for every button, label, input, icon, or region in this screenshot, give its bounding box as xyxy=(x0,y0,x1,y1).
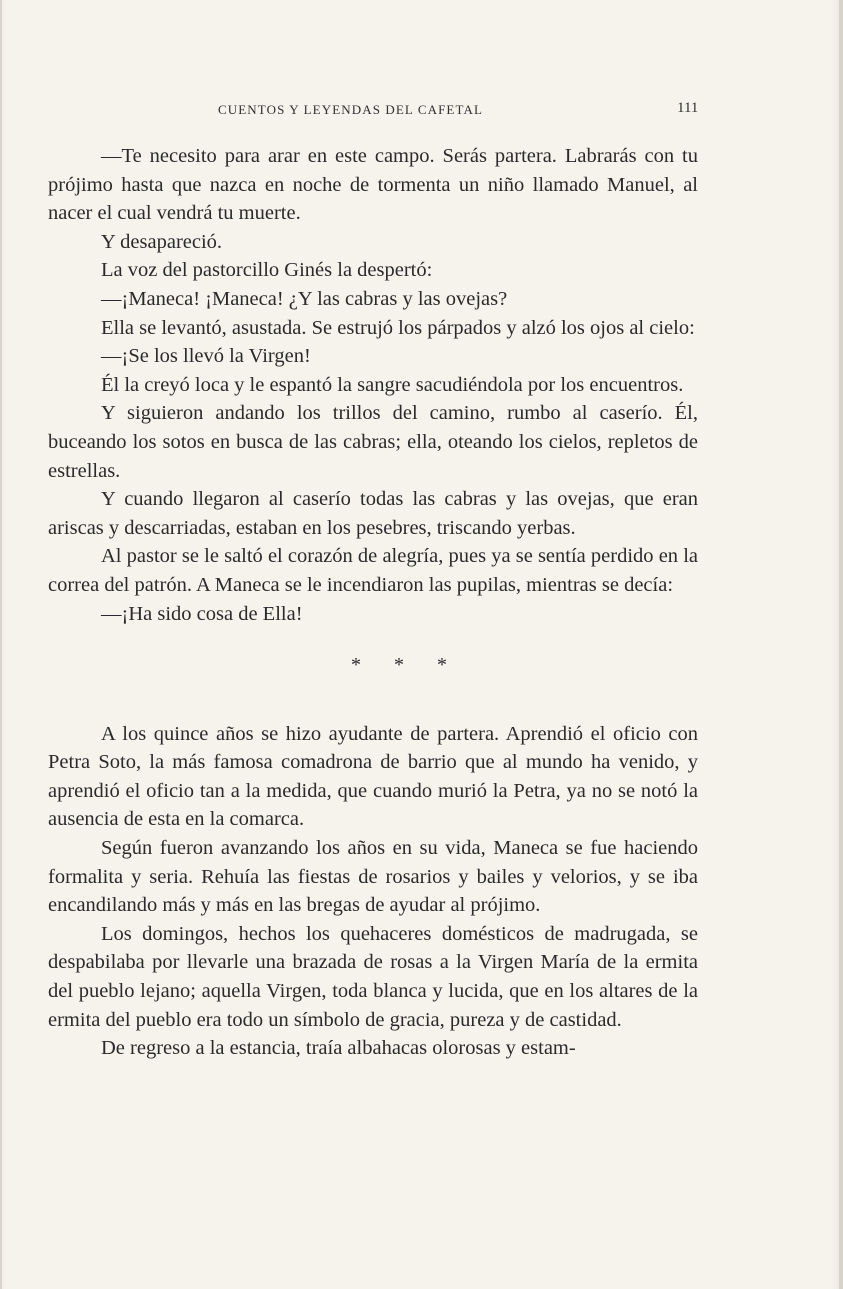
page-left-edge xyxy=(0,0,2,1289)
body-text xyxy=(48,142,698,1063)
paragraph: Los domingos, hechos los quehaceres domésticos de madrugada, se despabilaba por llevarle una brazada de rosas a la Virgen María de la ermita del pueblo lejano; aquella Virgen, toda blanca y lucida, que en los altares de la ermita del pueblo era todo un símbolo de gracia, pureza y de castidad. xyxy=(48,922,698,1031)
paragraph: Y desapareció. xyxy=(101,230,223,253)
separator-star: * xyxy=(394,654,404,677)
separator-star: * xyxy=(437,654,447,677)
paragraph: —Te necesito para arar en este campo. Serás partera. Labrarás con tu prójimo hasta que nazca en noche de tormenta un niño llamado Manuel, al nacer el cual vendrá tu muerte. xyxy=(48,145,698,225)
page-right-edge xyxy=(839,0,843,1289)
paragraph: A los quince años se hizo ayudante de partera. Aprendió el oficio con Petra Soto, la más famosa comadrona de barrio que al mundo ha venido, y aprendió el oficio tan a la medida, que cuando murió la Petra, ya no se notó la ausencia de esta en la comarca. xyxy=(48,722,698,831)
paragraph: —¡Ha sido cosa de Ella! xyxy=(101,602,303,625)
paragraph: —¡Maneca! ¡Maneca! ¿Y las cabras y las ovejas? xyxy=(101,287,508,310)
page-number: 111 xyxy=(677,100,699,116)
paragraph: Y cuando llegaron al caserío todas las cabras y las ovejas, que eran ariscas y descarriadas, estaban en los pesebres, triscando yerbas. xyxy=(48,488,698,539)
paragraph: Él la creyó loca y le espantó la sangre sacudiéndola por los encuentros. xyxy=(101,373,684,396)
paragraph: Al pastor se le saltó el corazón de alegría, pues ya se sentía perdido en la correa del patrón. A Maneca se le incendiaron las pupilas, mientras se decía: xyxy=(48,545,698,596)
paragraph: De regreso a la estancia, traía albahacas olorosas y estam- xyxy=(101,1037,576,1060)
separator-star: * xyxy=(351,654,361,677)
running-head: CUENTOS Y LEYENDAS DEL CAFETAL xyxy=(218,102,483,117)
section-separator xyxy=(48,651,698,680)
paragraph: —¡Se los llevó la Virgen! xyxy=(101,345,311,368)
paragraph: Ella se levantó, asustada. Se estrujó los párpados y alzó los ojos al cielo: xyxy=(101,316,695,339)
paragraph: Y siguieron andando los trillos del camino, rumbo al caserío. Él, buceando los sotos en busca de las cabras; ella, oteando los cielos, repletos de estrellas. xyxy=(48,402,698,482)
paragraph: Según fueron avanzando los años en su vida, Maneca se fue haciendo formalita y seria. Rehuía las fiestas de rosarios y bailes y velorios, y se iba encandilando más y más en las bregas de ayudar al prójimo. xyxy=(48,837,698,917)
paragraph: La voz del pastorcillo Ginés la despertó: xyxy=(101,259,433,282)
